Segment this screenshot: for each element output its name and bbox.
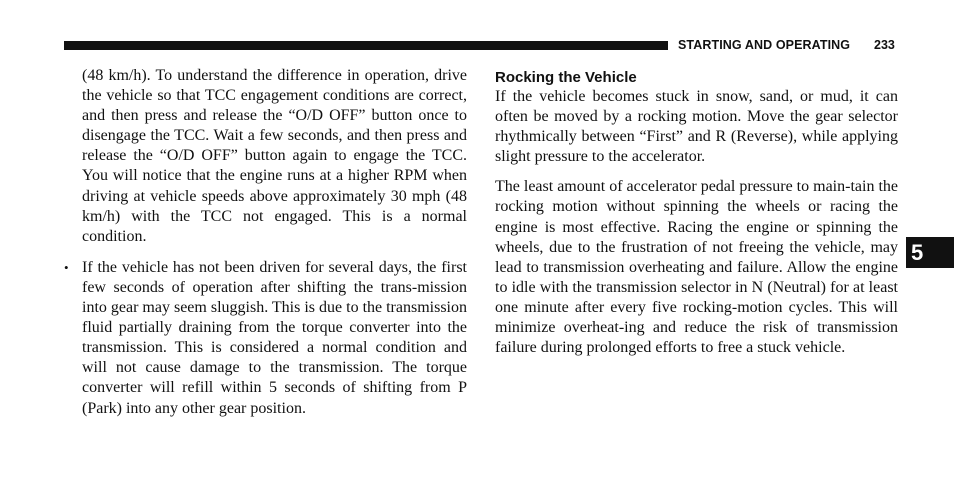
header-rule-bar (64, 41, 668, 50)
page-number: 233 (874, 38, 895, 52)
bullet-icon: • (64, 259, 69, 275)
left-column (64, 66, 467, 419)
bullet-paragraph: If the vehicle has not been driven for several days, the first few seconds of operation after shifting the trans-mission into gear may seem sluggish. This is due to the transmission fluid partially draining from the torque converter into the transmission. This is considered a normal condition and will not cause damage to the transmission. The torque converter will refill within 5 seconds of shifting from P (Park) into any other gear position. (82, 258, 467, 417)
running-header-title: STARTING AND OPERATING (678, 38, 851, 52)
right-column (495, 66, 898, 358)
rocking-paragraph-2: The least amount of accelerator pedal pressure to main-tain the rocking motion without spinning the wheels or racing the engine is most effective. Racing the engine or spinning the wheels, due to the frustration of not freeing the vehicle, may lead to transmission overheating and failure. Allow the engine to idle with the transmission selector in N (Neutral) for at least one minute after every five rocking-motion cycles. This will minimize overheat-ing and reduce the risk of transmission failure during prolonged efforts to free a stuck vehicle. (495, 178, 898, 357)
section-heading: Rocking the Vehicle (495, 69, 637, 86)
rocking-paragraph-1: If the vehicle becomes stuck in snow, sand, or mud, it can often be moved by a rocking motion. Move the gear selector rhythmically between “First” and R (Reverse), while applying slight pressure to the accelerator. (495, 88, 898, 166)
continuation-paragraph: (48 km/h). To understand the difference in operation, drive the vehicle so that TCC engagement conditions are correct, and then press and release the “O/D OFF” button once to disengage the TCC. Wait a few seconds, and then press and release the “O/D OFF” button again to engage the TCC. You will notice that the engine runs at a higher RPM when driving at vehicle speeds above approximately 30 mph (48 km/h) with the TCC not engaged. This is a normal condition. (82, 67, 467, 245)
bullet-list-item (64, 258, 467, 419)
chapter-tab: 5 (906, 237, 954, 268)
